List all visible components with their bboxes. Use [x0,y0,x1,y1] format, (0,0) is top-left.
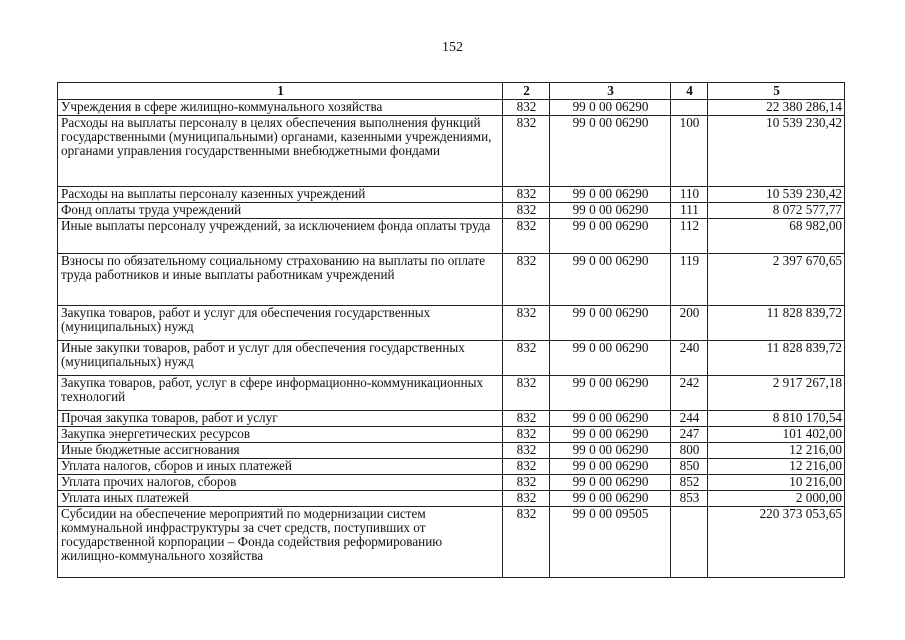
cell-amount: 2 397 670,65 [708,254,845,306]
table-row [58,459,845,475]
cell-target-code: 99 0 00 06290 [550,100,671,116]
table-row [58,443,845,459]
cell-target-code: 99 0 00 06290 [550,116,671,187]
cell-target-code: 99 0 00 06290 [550,491,671,507]
cell-expense-type: 244 [671,411,708,427]
cell-target-code: 99 0 00 06290 [550,254,671,306]
cell-amount: 11 828 839,72 [708,306,845,341]
cell-target-code: 99 0 00 06290 [550,306,671,341]
cell-expense-type: 852 [671,475,708,491]
cell-description: Расходы на выплаты персоналу казенных учреждений [58,187,503,203]
cell-target-code: 99 0 00 06290 [550,219,671,254]
table-row [58,100,845,116]
table-row [58,427,845,443]
cell-expense-type: 112 [671,219,708,254]
cell-expense-type: 242 [671,376,708,411]
cell-amount: 101 402,00 [708,427,845,443]
column-header-target-code: 3 [550,83,671,100]
cell-chapter: 832 [503,411,550,427]
cell-description: Субсидии на обеспечение мероприятий по модернизации систем коммунальной инфраструктуры за счет средств, поступивших от государственной корпорации – Фонда содействия реформированию жилищно-коммунального хозяйства [58,507,503,578]
table-header-row [58,83,845,100]
cell-chapter: 832 [503,341,550,376]
column-header-description: 1 [58,83,503,100]
table-row [58,376,845,411]
cell-description: Учреждения в сфере жилищно-коммунального хозяйства [58,100,503,116]
cell-amount: 2 000,00 [708,491,845,507]
cell-amount: 11 828 839,72 [708,341,845,376]
cell-chapter: 832 [503,116,550,187]
cell-amount: 12 216,00 [708,443,845,459]
cell-chapter: 832 [503,507,550,578]
cell-chapter: 832 [503,219,550,254]
table-row [58,507,845,578]
cell-target-code: 99 0 00 06290 [550,341,671,376]
cell-expense-type: 853 [671,491,708,507]
table-row [58,187,845,203]
cell-chapter: 832 [503,459,550,475]
cell-expense-type: 850 [671,459,708,475]
cell-target-code: 99 0 00 06290 [550,459,671,475]
cell-amount: 12 216,00 [708,459,845,475]
cell-amount: 8 810 170,54 [708,411,845,427]
cell-description: Взносы по обязательному социальному страхованию на выплаты по оплате труда работников и иные выплаты работникам учреждений [58,254,503,306]
cell-amount: 22 380 286,14 [708,100,845,116]
cell-target-code: 99 0 00 06290 [550,443,671,459]
budget-table [57,82,845,578]
cell-expense-type [671,100,708,116]
cell-expense-type: 100 [671,116,708,187]
cell-chapter: 832 [503,100,550,116]
table-row [58,116,845,187]
cell-amount: 220 373 053,65 [708,507,845,578]
cell-amount: 10 539 230,42 [708,187,845,203]
cell-chapter: 832 [503,306,550,341]
cell-expense-type [671,507,708,578]
cell-expense-type: 240 [671,341,708,376]
cell-description: Закупка энергетических ресурсов [58,427,503,443]
cell-expense-type: 119 [671,254,708,306]
cell-target-code: 99 0 00 09505 [550,507,671,578]
cell-description: Закупка товаров, работ, услуг в сфере информационно-коммуникационных технологий [58,376,503,411]
cell-target-code: 99 0 00 06290 [550,187,671,203]
table-row [58,411,845,427]
cell-description: Расходы на выплаты персоналу в целях обеспечения выполнения функций государственными (муниципальными) органами, казенными учреждениями, органами управления государственными внебюджетными фондами [58,116,503,187]
cell-amount: 68 982,00 [708,219,845,254]
cell-chapter: 832 [503,475,550,491]
table-row [58,203,845,219]
cell-description: Уплата прочих налогов, сборов [58,475,503,491]
cell-chapter: 832 [503,427,550,443]
cell-description: Иные закупки товаров, работ и услуг для обеспечения государственных (муниципальных) нужд [58,341,503,376]
table-row [58,219,845,254]
cell-description: Уплата налогов, сборов и иных платежей [58,459,503,475]
cell-amount: 2 917 267,18 [708,376,845,411]
cell-amount: 8 072 577,77 [708,203,845,219]
cell-description: Уплата иных платежей [58,491,503,507]
cell-chapter: 832 [503,254,550,306]
cell-amount: 10 539 230,42 [708,116,845,187]
cell-description: Фонд оплаты труда учреждений [58,203,503,219]
table-row [58,475,845,491]
cell-description: Иные бюджетные ассигнования [58,443,503,459]
cell-chapter: 832 [503,376,550,411]
cell-chapter: 832 [503,187,550,203]
table-row [58,341,845,376]
cell-chapter: 832 [503,443,550,459]
column-header-expense-type: 4 [671,83,708,100]
column-header-amount: 5 [708,83,845,100]
cell-expense-type: 247 [671,427,708,443]
cell-expense-type: 110 [671,187,708,203]
table-row [58,306,845,341]
cell-expense-type: 200 [671,306,708,341]
cell-description: Иные выплаты персоналу учреждений, за исключением фонда оплаты труда [58,219,503,254]
cell-chapter: 832 [503,203,550,219]
cell-target-code: 99 0 00 06290 [550,376,671,411]
page-number: 152 [442,40,463,55]
cell-expense-type: 800 [671,443,708,459]
cell-target-code: 99 0 00 06290 [550,203,671,219]
cell-target-code: 99 0 00 06290 [550,475,671,491]
table-row [58,491,845,507]
cell-target-code: 99 0 00 06290 [550,411,671,427]
table-body [58,100,845,578]
column-header-chapter: 2 [503,83,550,100]
cell-description: Прочая закупка товаров, работ и услуг [58,411,503,427]
cell-expense-type: 111 [671,203,708,219]
cell-amount: 10 216,00 [708,475,845,491]
cell-chapter: 832 [503,491,550,507]
table-row [58,254,845,306]
cell-description: Закупка товаров, работ и услуг для обеспечения государственных (муниципальных) нужд [58,306,503,341]
cell-target-code: 99 0 00 06290 [550,427,671,443]
